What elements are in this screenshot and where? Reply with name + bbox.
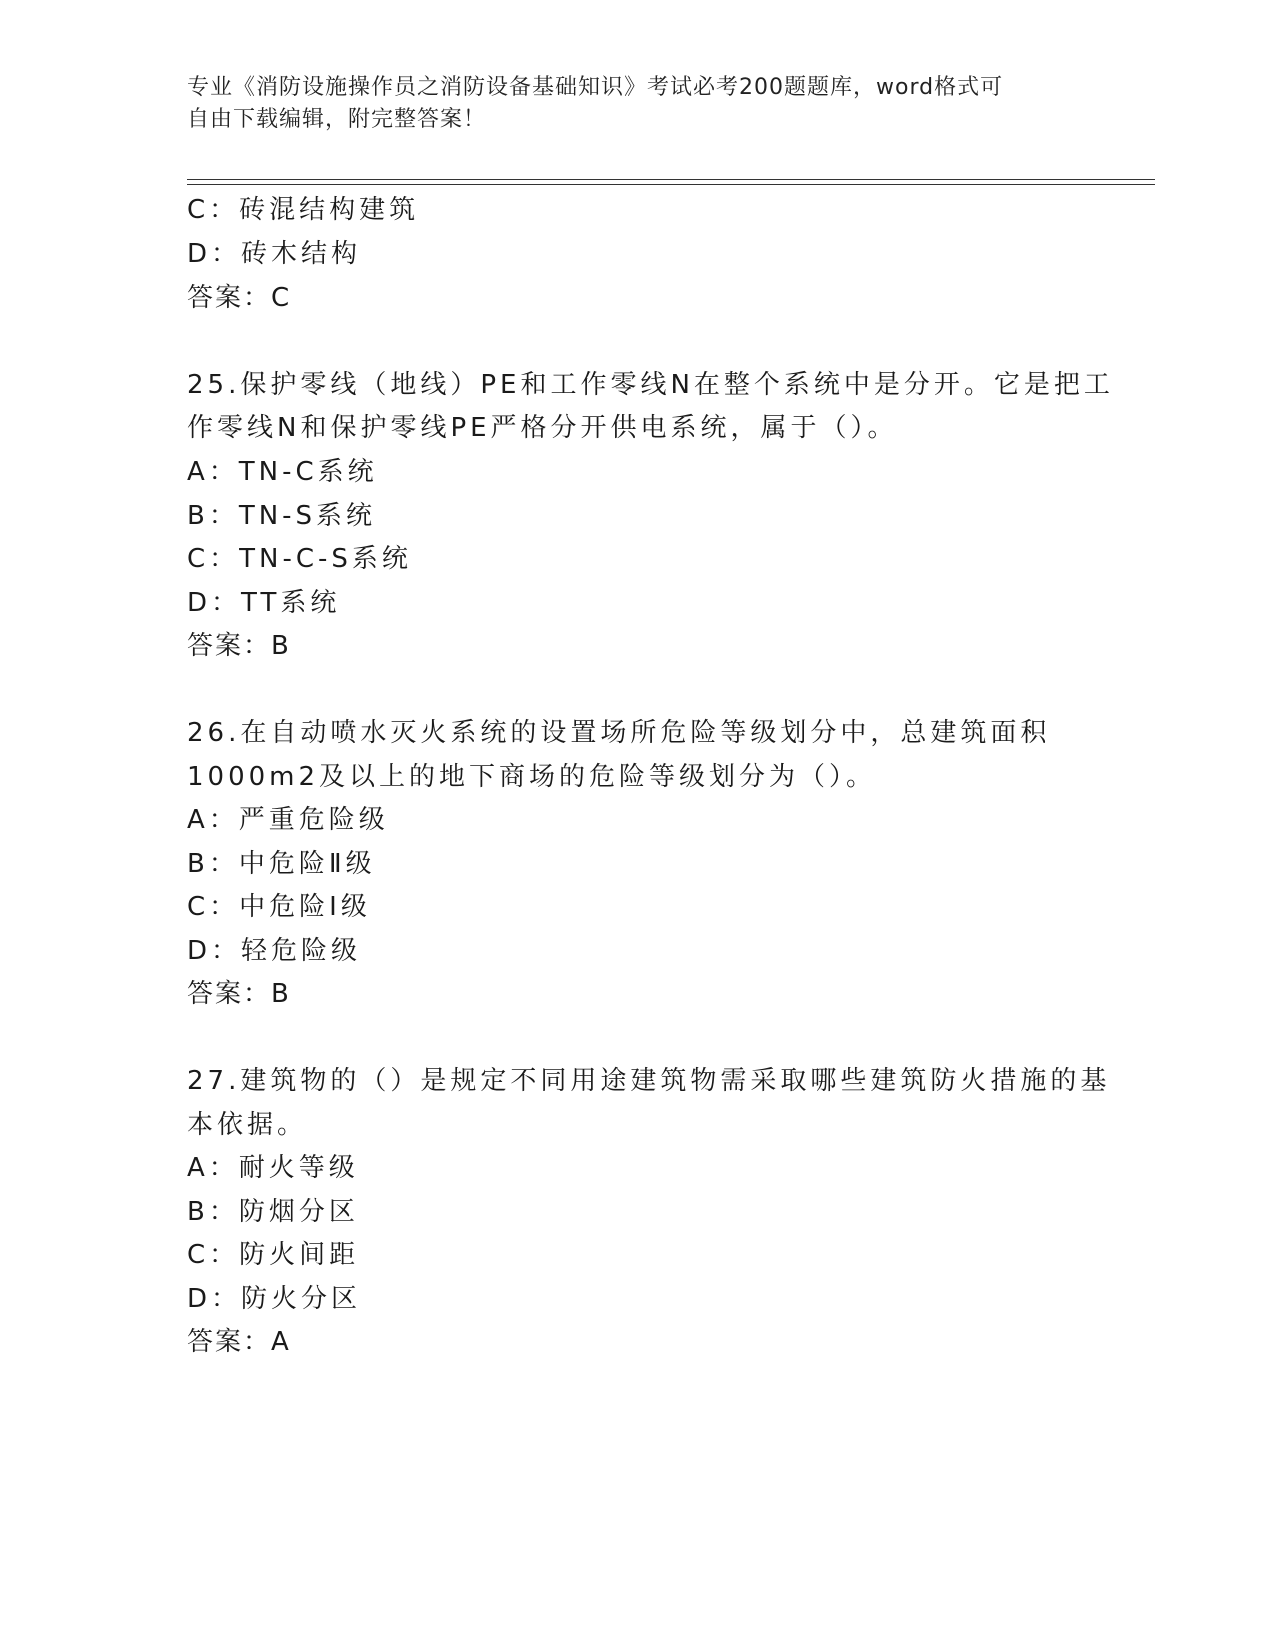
q25-stem-line-2: 作零线N和保护零线PE严格分开供电系统，属于（）。 [187,413,898,443]
q25-answer: 答案：B [187,631,291,661]
q26-stem-line-1: 26.在自动喷水灭火系统的设置场所危险等级划分中，总建筑面积 [187,718,1051,748]
q25-option-b: B：TN-S系统 [187,501,377,531]
q26-option-a: A：严重危险级 [187,805,389,835]
q25-option-c: C：TN-C-S系统 [187,544,412,574]
q27-answer: 答案：A [187,1327,291,1357]
header-divider-bottom [187,184,1155,185]
q25-option-a: A：TN-C系统 [187,457,378,487]
header-line-2: 自由下载编辑，附完整答案！ [187,107,487,132]
q26-option-c: C：中危险Ⅰ级 [187,892,371,922]
q27-option-b: B：防烟分区 [187,1197,359,1227]
q26-stem-line-2: 1000m2及以上的地下商场的危险等级划分为（）。 [187,762,877,792]
q26-answer: 答案：B [187,979,291,1009]
q27-stem-line-2: 本依据。 [187,1110,308,1140]
prev-answer: 答案：C [187,283,292,313]
prev-option-d: D：砖木结构 [187,239,362,269]
q27-option-d: D：防火分区 [187,1284,362,1314]
q27-stem-line-1: 27.建筑物的（）是规定不同用途建筑物需采取哪些建筑防火措施的基 [187,1066,1111,1096]
header-line-1: 专业《消防设施操作员之消防设备基础知识》考试必考200题题库，word格式可 [187,75,1004,100]
document-header [187,72,1087,136]
q27-option-a: A：耐火等级 [187,1153,359,1183]
q27-option-c: C：防火间距 [187,1240,360,1270]
q26-option-d: D：轻危险级 [187,936,362,966]
q25-stem-line-1: 25.保护零线（地线）PE和工作零线N在整个系统中是分开。它是把工 [187,370,1114,400]
q26-option-b: B：中危险Ⅱ级 [187,849,376,879]
q25-option-d: D：TT系统 [187,588,341,618]
header-divider-top [187,179,1155,180]
prev-option-c: C：砖混结构建筑 [187,195,420,225]
